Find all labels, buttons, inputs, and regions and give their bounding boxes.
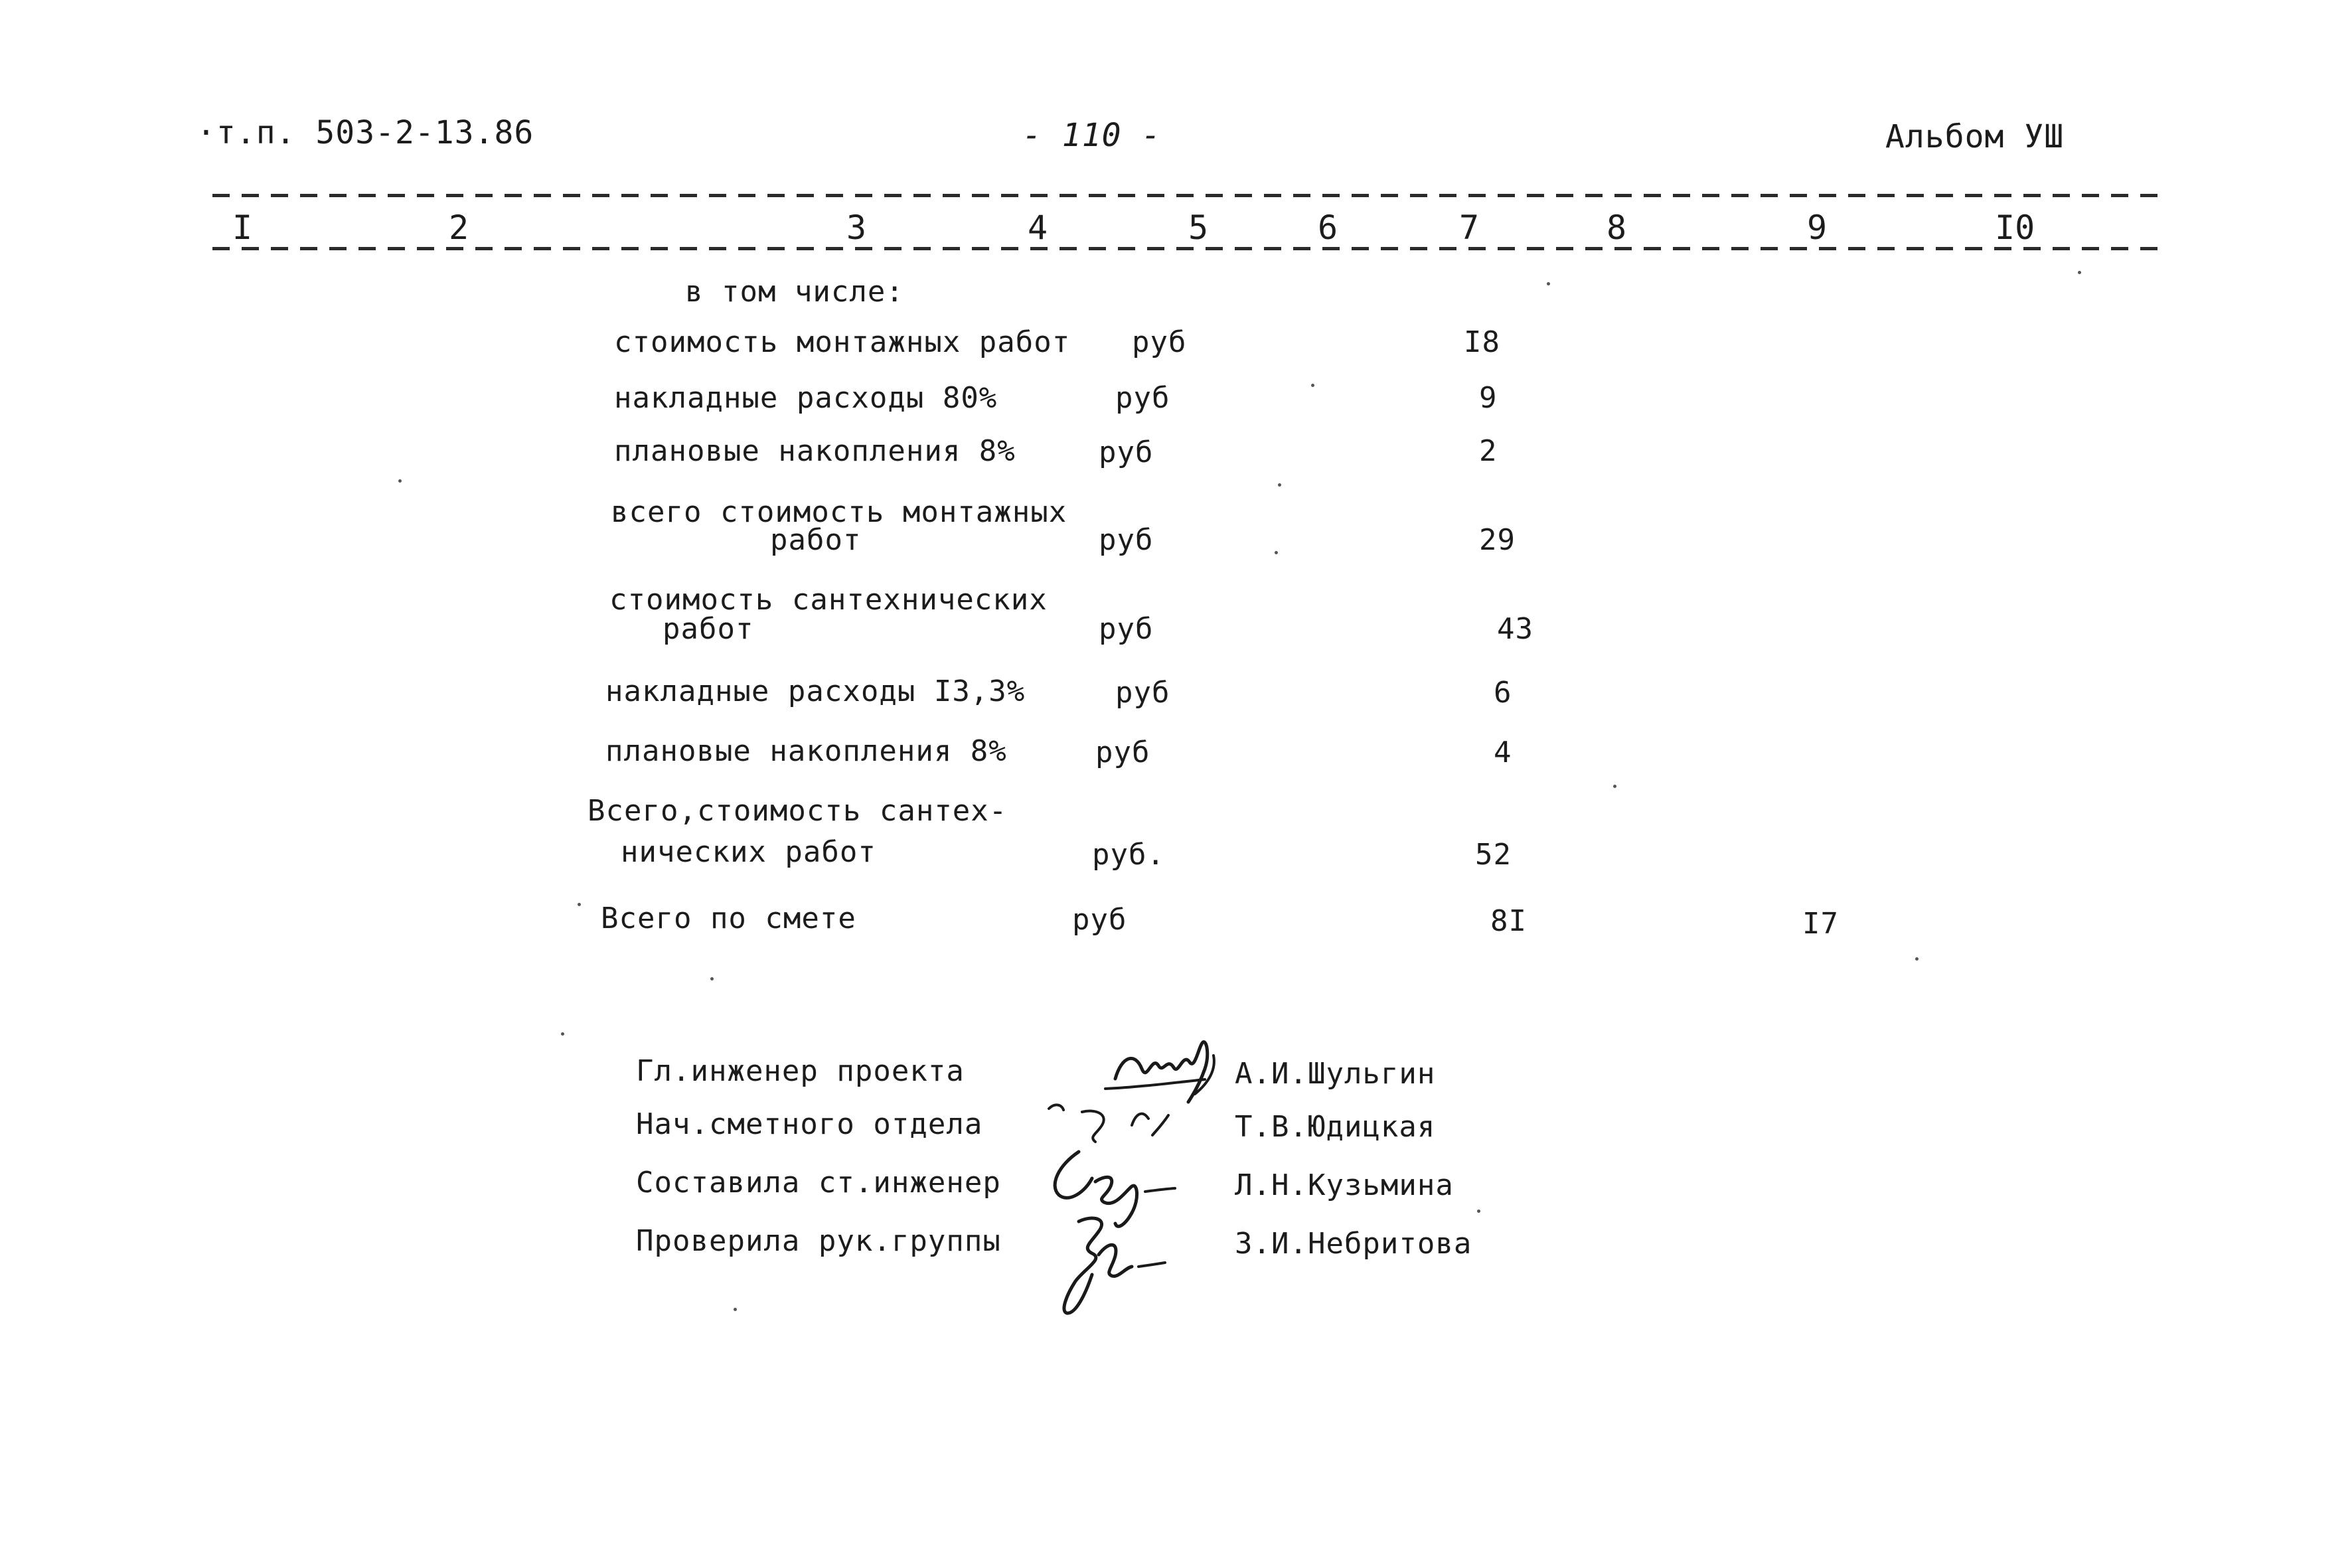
row-unit: руб — [1115, 381, 1170, 415]
scan-speck — [1915, 957, 1919, 961]
signatory-position: Проверила рук.группы — [636, 1224, 1001, 1258]
scan-speck — [710, 977, 714, 980]
column-number-9: 9 — [1807, 208, 1828, 247]
column-number-1: I — [232, 208, 253, 247]
column-number-8: 8 — [1607, 208, 1627, 247]
column-number-4: 4 — [1028, 208, 1048, 247]
scan-speck — [2078, 271, 2081, 274]
row-label-continued: нических работ — [621, 835, 876, 869]
intro-text: в том числе: — [685, 275, 904, 309]
scan-speck — [578, 903, 581, 906]
signatory-name: Л.Н.Кузьмина — [1235, 1168, 1454, 1202]
column-number-2: 2 — [449, 208, 469, 247]
column-number-10: I0 — [1995, 208, 2035, 247]
signatory-position: Гл.инженер проекта — [636, 1054, 965, 1088]
page-number: - 110 - — [1022, 117, 1162, 154]
table-rule-top — [212, 194, 2157, 197]
row-value: 6 — [1494, 676, 1512, 710]
row-label: накладные расходы I3,3% — [605, 674, 1026, 708]
signatory-position: Нач.сметного отдела — [636, 1107, 983, 1141]
scan-speck — [1547, 282, 1550, 285]
scan-speck — [734, 1308, 737, 1311]
scan-speck — [1477, 1210, 1480, 1213]
column-number-5: 5 — [1188, 208, 1209, 247]
total-label: Всего по смете — [601, 902, 856, 935]
row-label: накладные расходы 80% — [614, 381, 998, 415]
scan-speck — [561, 1032, 564, 1036]
row-label: всего стоимость монтажных — [611, 495, 1067, 529]
total-value: 8I — [1490, 904, 1527, 938]
row-unit: руб — [1115, 676, 1170, 710]
column-number-7: 7 — [1459, 208, 1480, 247]
row-label: стоимость сантехнических — [609, 583, 1048, 617]
row-label: плановые накопления 8% — [605, 734, 1007, 768]
signature-group-lead — [1019, 1195, 1192, 1330]
row-value: 9 — [1479, 381, 1498, 415]
scan-speck — [1613, 785, 1616, 788]
row-unit: руб — [1099, 612, 1154, 646]
total-unit: руб — [1072, 903, 1127, 937]
document-code: ·т.п. 503-2-13.86 — [196, 114, 534, 151]
row-label: Всего,стоимость сантех- — [588, 794, 1008, 828]
signatory-name: Т.В.Юдицкая — [1235, 1110, 1436, 1144]
row-unit: руб — [1099, 523, 1154, 557]
row-value: I8 — [1464, 325, 1500, 359]
row-value: 2 — [1479, 434, 1498, 468]
row-label: стоимость монтажных работ — [614, 325, 1071, 359]
album-label: Альбом УШ — [1885, 118, 2065, 155]
scan-speck — [1278, 483, 1281, 487]
row-unit: руб — [1099, 435, 1154, 469]
scan-speck — [1311, 384, 1314, 387]
row-value: 52 — [1475, 838, 1512, 872]
row-unit: руб — [1132, 325, 1187, 359]
row-value: 29 — [1479, 523, 1516, 557]
table-rule-bottom — [212, 247, 2157, 250]
signatory-name: З.И.Небритова — [1235, 1227, 1472, 1261]
row-value: 43 — [1497, 612, 1533, 646]
scan-speck — [1275, 551, 1278, 554]
total-value-column-9: I7 — [1802, 907, 1839, 941]
column-number-3: 3 — [846, 208, 867, 247]
row-label: плановые накопления 8% — [614, 434, 1016, 468]
row-label-continued: работ — [663, 612, 754, 646]
row-unit: руб — [1095, 736, 1150, 769]
scan-speck — [398, 479, 402, 483]
row-label-continued: работ — [770, 523, 862, 557]
column-number-6: 6 — [1318, 208, 1338, 247]
signatory-position: Составила ст.инженер — [636, 1166, 1001, 1200]
signatory-name: А.И.Шульгин — [1235, 1057, 1436, 1091]
row-unit: руб. — [1092, 838, 1165, 872]
row-value: 4 — [1494, 736, 1512, 769]
